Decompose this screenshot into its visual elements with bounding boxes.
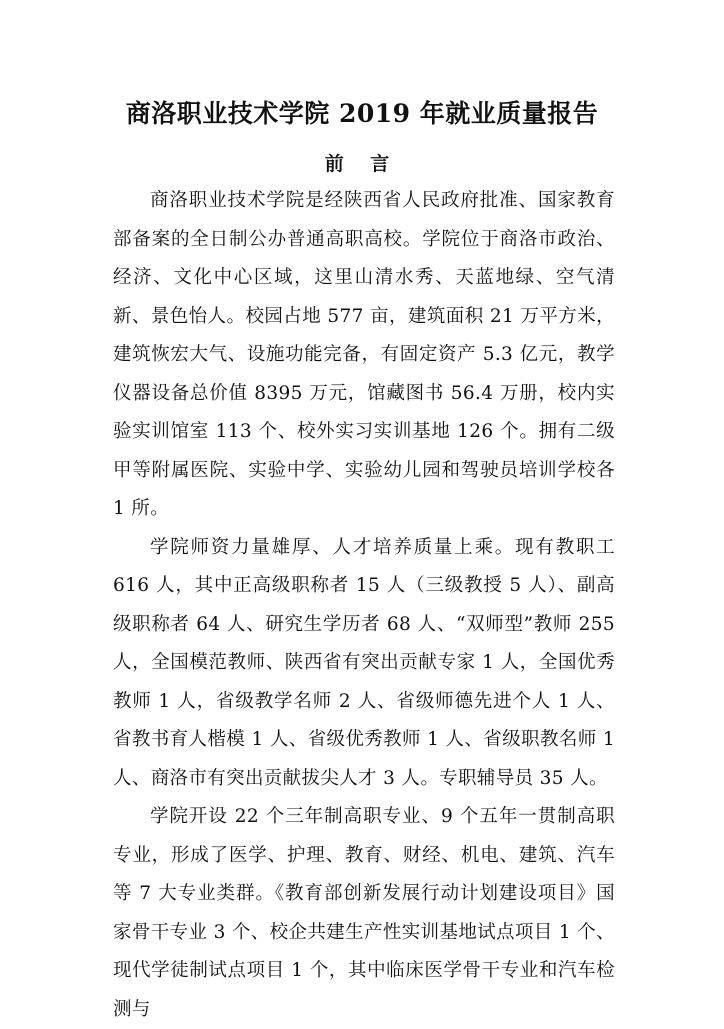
- paragraph-faculty: 学院师资力量雄厚、人才培养质量上乘。现有教职工 616 人，其中正高级职称者 15 人（三级教授 5 人）、副高级职称者 64 人、研究生学历者 68 人、“双师型”教师 255 人，全国模范教师、陕西省有突出贡献专家 1 人，全国优秀教师 1 人，省级教学名师 2 人、省级师德先进个人 1 人、省教书育人楷模 1 人、省级优秀教师 1 人、省级职教名师 1 人、商洛市有突出贡献拔尖人才 3 人。专职辅导员 35 人。: [113, 536, 615, 789]
- paragraph-majors: 学院开设 22 个三年制高职专业、9 个五年一贯制高职专业，形成了医学、护理、教育、财经、机电、建筑、汽车等 7 大专业类群。《教育部创新发展行动计划建设项目》国家骨干专业 3 个、校企共建生产性实训基地试点项目 1 个、现代学徒制试点项目 1 个，其中临床医学骨干专业和汽车检测与: [113, 806, 615, 1020]
- paragraph-campus-overview: 商洛职业技术学院是经陕西省人民政府批准、国家教育部备案的全日制公办普通高职高校。学院位于商洛市政治、经济、文化中心区域，这里山清水秀、天蓝地绿、空气清新、景色怡人。校园占地 577 亩，建筑面积 21 万平方米，建筑恢宏大气、设施功能完备，有固定资产 5.3 亿元，教学仪器设备总价值 8395 万元，馆藏图书 56.4 万册，校内实验实训馆室 113 个、校外实习实训基地 126 个。拥有二级甲等附属医院、实验中学、实验幼儿园和驾驶员培训学校各 1 所。: [113, 190, 615, 519]
- report-title: 商洛职业技术学院 2019 年就业质量报告: [125, 99, 599, 128]
- preface-heading: 前 言: [324, 153, 400, 175]
- preface-body: [113, 182, 615, 1029]
